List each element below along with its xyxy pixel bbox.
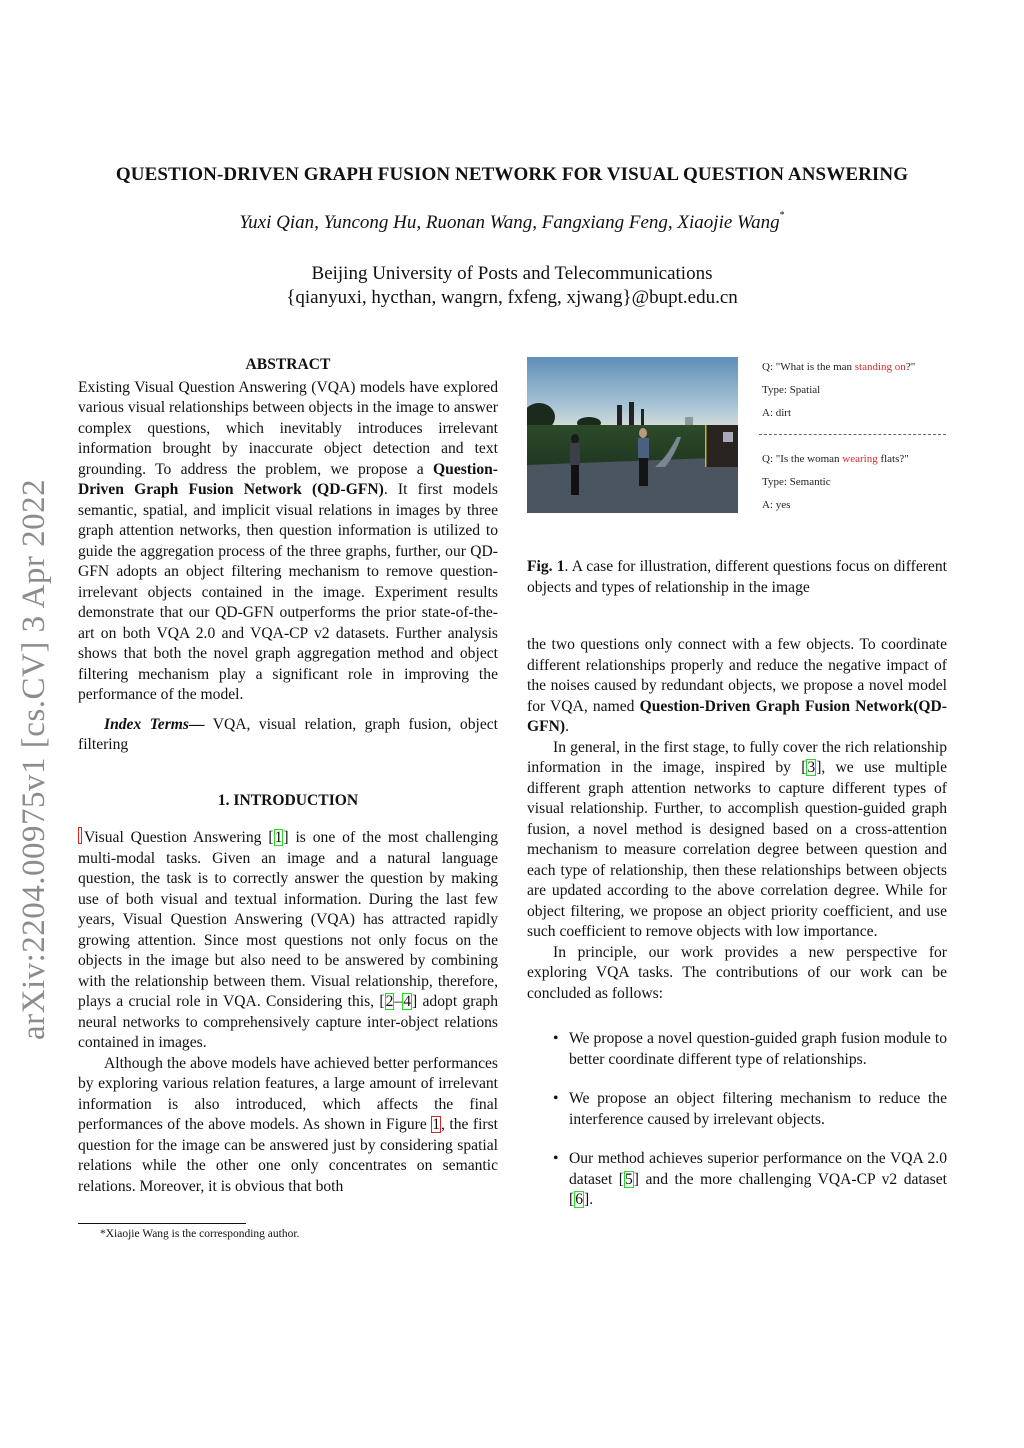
introduction-heading: 1. INTRODUCTION xyxy=(217,791,359,809)
answer-2: A: yes xyxy=(762,499,791,511)
citation-link[interactable]: 3 xyxy=(807,759,816,776)
abstract-text: Existing Visual Question Answering (VQA) models have explored various visual relationships between objects in the image to answer complex questions, which inevitably introduces irrelevant information brought by inaccurate object detection and text grounding. To address the problem, we propose a xyxy=(78,378,498,478)
text: Although the above models have achieved better performances by exploring various relation features, a large amount of irrelevant information is also introduced, which affects the final performances of the above models. As shown in Figure xyxy=(78,1054,498,1133)
caption-label: Fig. 1 xyxy=(527,558,565,575)
citation-link[interactable]: 2 xyxy=(385,993,394,1010)
index-terms-label: Index Terms— xyxy=(104,715,205,733)
intro-paragraph-1 xyxy=(78,827,498,1054)
corresponding-mark: * xyxy=(779,210,785,221)
question-2 xyxy=(762,453,909,465)
citation-link[interactable]: 4 xyxy=(403,993,411,1010)
text: ] is one of the most challenging multi-modal tasks. Given an image and a natural language question, the task is to correctly answer the question by making use of both visual and textual information. During the last few years, Visual Question Answering (VQA) has attracted rapidly growing attention. Since most questions not only focus on the objects in the image but also need to be answered by combining with the relationship between them. Visual relationship, therefore, plays a crucial role in VQA. Considering this, [ xyxy=(78,829,498,1010)
text: In general, in the first stage, to fully cover the rich relationship information in the image, inspired by [ xyxy=(527,738,947,776)
abstract-text: . It first models semantic, spatial, and implicit visual relations in images by three graph attention networks, then question information is utilized to guide the aggregation process of the three graphs, further, our QD-GFN adopts an object filtering mechanism to remove question-irrelevant objects contained in the image. Experiment results demonstrate that our QD-GFN outperforms the prior state-of-the-art on both VQA 2.0 and VQA-CP v2 datasets. Further analysis shows that both the novel graph aggregation method and object filtering mechanism play a significant role in improving the performance of the model. xyxy=(78,481,498,703)
text: ] adopt graph neural networks to comprehensively capture inter-object relations contained in images. xyxy=(78,993,499,1051)
text: Q: "What is the man xyxy=(762,361,855,373)
text: the two questions only connect with a few objects. To coordinate different relationships properly and reduce the negative impact of the noises caused by redundant objects, we propose a novel model for VQA, named xyxy=(527,636,947,715)
affiliation: Beijing University of Posts and Telecommunications xyxy=(311,263,713,284)
text: Q: "Is the woman xyxy=(762,453,843,465)
type-1: Type: Spatial xyxy=(762,384,821,396)
contribution-item xyxy=(527,1029,947,1070)
photo-two-people-field xyxy=(527,357,738,513)
text: We propose a novel question-guided graph fusion module to better coordinate different type of relationships. xyxy=(569,1030,947,1068)
intro-paragraph-2 xyxy=(78,1054,498,1198)
right-column xyxy=(527,635,947,1230)
citation-link[interactable]: 6 xyxy=(575,1191,583,1208)
author-list xyxy=(0,212,1024,234)
answer-1: A: dirt xyxy=(762,407,792,419)
abstract-body xyxy=(78,378,498,706)
figure-link[interactable]: 1 xyxy=(432,1116,441,1133)
model-name: Question-Driven Graph Fusion Network (QD-GFN) xyxy=(78,460,498,498)
footnote-rule xyxy=(78,1223,246,1224)
paper-title: QUESTION-DRIVEN GRAPH FUSION NETWORK FOR VISUAL QUESTION ANSWERING xyxy=(115,164,909,185)
caption-text: . A case for illustration, different questions focus on different objects and types of relationship in the image xyxy=(527,558,947,596)
highlight-text: standing on xyxy=(854,361,906,373)
dashed-separator xyxy=(759,434,946,435)
intro-paragraph-4 xyxy=(527,738,947,943)
index-terms xyxy=(78,715,498,756)
contribution-item xyxy=(527,1089,947,1130)
contribution-item xyxy=(527,1149,947,1211)
emails: {qianyuxi, hycthan, wangrn, fxfeng, xjwang}@bupt.edu.cn xyxy=(286,287,738,308)
text: ], we use multiple different graph attention networks to capture different types of visual relationship. Further, to accomplish question-guided graph fusion, a novel method is designed based on a cross-attention mechanism to measure correlation degree between question and each type of relationship, then these relationships between objects are updated according to the above correlation degree. While for object filtering, we propose an object priority coefficient, and use such coefficient to remove objects with low importance. xyxy=(527,759,948,940)
intro-paragraph-3 xyxy=(527,635,947,738)
question-1 xyxy=(762,361,915,373)
author-names: Yuxi Qian, Yuncong Hu, Ruonan Wang, Fangxiang Feng, Xiaojie Wang xyxy=(239,212,780,233)
text: flats?" xyxy=(877,453,909,465)
footnote: *Xiaojie Wang is the corresponding author. xyxy=(100,1228,300,1240)
index-terms-list: VQA, visual relation, graph fusion, object filtering xyxy=(78,715,498,753)
text: ?" xyxy=(905,361,916,373)
citation-link[interactable]: 5 xyxy=(625,1170,633,1188)
intro-paragraph-5: In principle, our work provides a new perspective for exploring VQA tasks. The contributions of our work can be concluded as follows: xyxy=(527,943,947,1002)
text: Our method achieves superior performance on the VQA 2.0 dataset [ xyxy=(569,1150,947,1188)
left-column xyxy=(78,355,498,1197)
contributions-list xyxy=(527,1029,947,1211)
text: . xyxy=(565,718,570,735)
change-marker-icon xyxy=(78,827,82,844)
text: ]. xyxy=(584,1191,594,1208)
text: – xyxy=(394,993,403,1010)
text: ] and the more challenging VQA-CP v2 dataset [ xyxy=(569,1170,947,1208)
figure-1-caption xyxy=(527,557,947,598)
abstract-heading: ABSTRACT xyxy=(245,356,331,373)
model-name: Question-Driven Graph Fusion Network(QD-GFN) xyxy=(527,697,947,735)
citation-link[interactable]: 1 xyxy=(274,829,283,846)
figure-1-photo xyxy=(527,357,738,513)
highlight-text: wearing xyxy=(842,453,878,465)
bullet-icon: • xyxy=(553,1030,559,1047)
text: Visual Question Answering [ xyxy=(84,829,274,846)
bullet-icon: • xyxy=(553,1090,559,1107)
text: We propose an object filtering mechanism to reduce the interference caused by irrelevant objects. xyxy=(569,1090,947,1128)
text: , the first question for the image can be answered just by considering spatial relations while the other one only concentrates on semantic relations. Moreover, it is obvious that both xyxy=(78,1116,498,1195)
bullet-icon: • xyxy=(553,1150,559,1167)
arxiv-stamp: arXiv:2204.00975v1 [cs.CV] 3 Apr 2022 xyxy=(16,478,52,1040)
type-2: Type: Semantic xyxy=(762,476,831,488)
affiliation-block xyxy=(0,262,1024,310)
